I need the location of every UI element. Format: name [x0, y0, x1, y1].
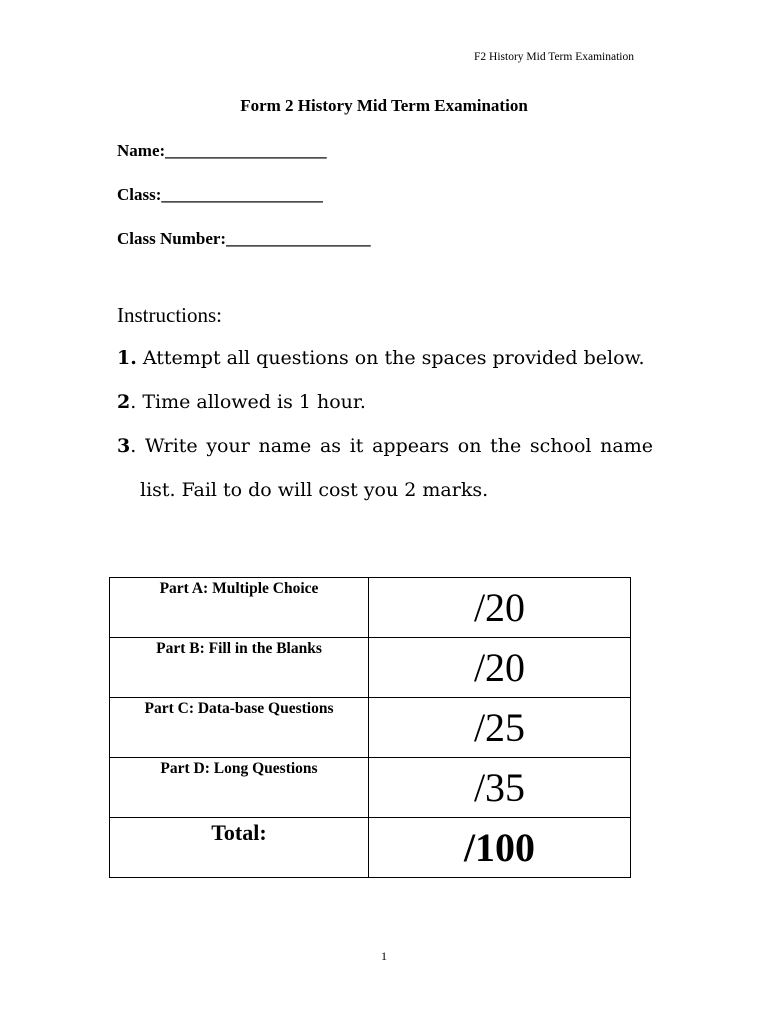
page-number: 1 [381, 949, 387, 963]
part-a-label: Part A: Multiple Choice [110, 578, 369, 638]
part-d-label: Part D: Long Questions [110, 758, 369, 818]
total-score: /100 [369, 818, 631, 878]
instruction-number: 3 [117, 435, 131, 457]
instruction-item [117, 380, 653, 425]
class-number-field: Class Number:_________________ [117, 229, 371, 248]
part-b-score: /20 [369, 638, 631, 698]
running-header: F2 History Mid Term Examination [474, 51, 634, 63]
instruction-text: . Write your name as it appears on the school name [130, 435, 653, 457]
table-row [110, 638, 631, 698]
instructions-heading: Instructions: [117, 303, 222, 327]
instruction-text: . Time allowed is 1 hour. [130, 391, 366, 413]
part-c-score: /25 [369, 698, 631, 758]
table-row [110, 578, 631, 638]
part-c-label: Part C: Data-base Questions [110, 698, 369, 758]
part-a-score: /20 [369, 578, 631, 638]
exam-title: Form 2 History Mid Term Examination [240, 96, 528, 115]
table-row-total [110, 818, 631, 878]
instruction-number: 1. [117, 347, 137, 369]
instruction-number: 2 [117, 391, 131, 413]
table-row [110, 698, 631, 758]
part-d-score: /35 [369, 758, 631, 818]
marks-table [109, 577, 631, 878]
instruction-text: Attempt all questions on the spaces provided below. [136, 347, 645, 369]
instruction-continuation: list. Fail to do will cost you 2 marks. [140, 479, 489, 501]
part-b-label: Part B: Fill in the Blanks [110, 638, 369, 698]
instruction-item [117, 424, 653, 469]
name-field: Name:___________________ [117, 141, 327, 160]
total-label: Total: [110, 818, 369, 878]
class-field: Class:___________________ [117, 185, 323, 204]
instruction-item [117, 336, 653, 381]
table-row [110, 758, 631, 818]
